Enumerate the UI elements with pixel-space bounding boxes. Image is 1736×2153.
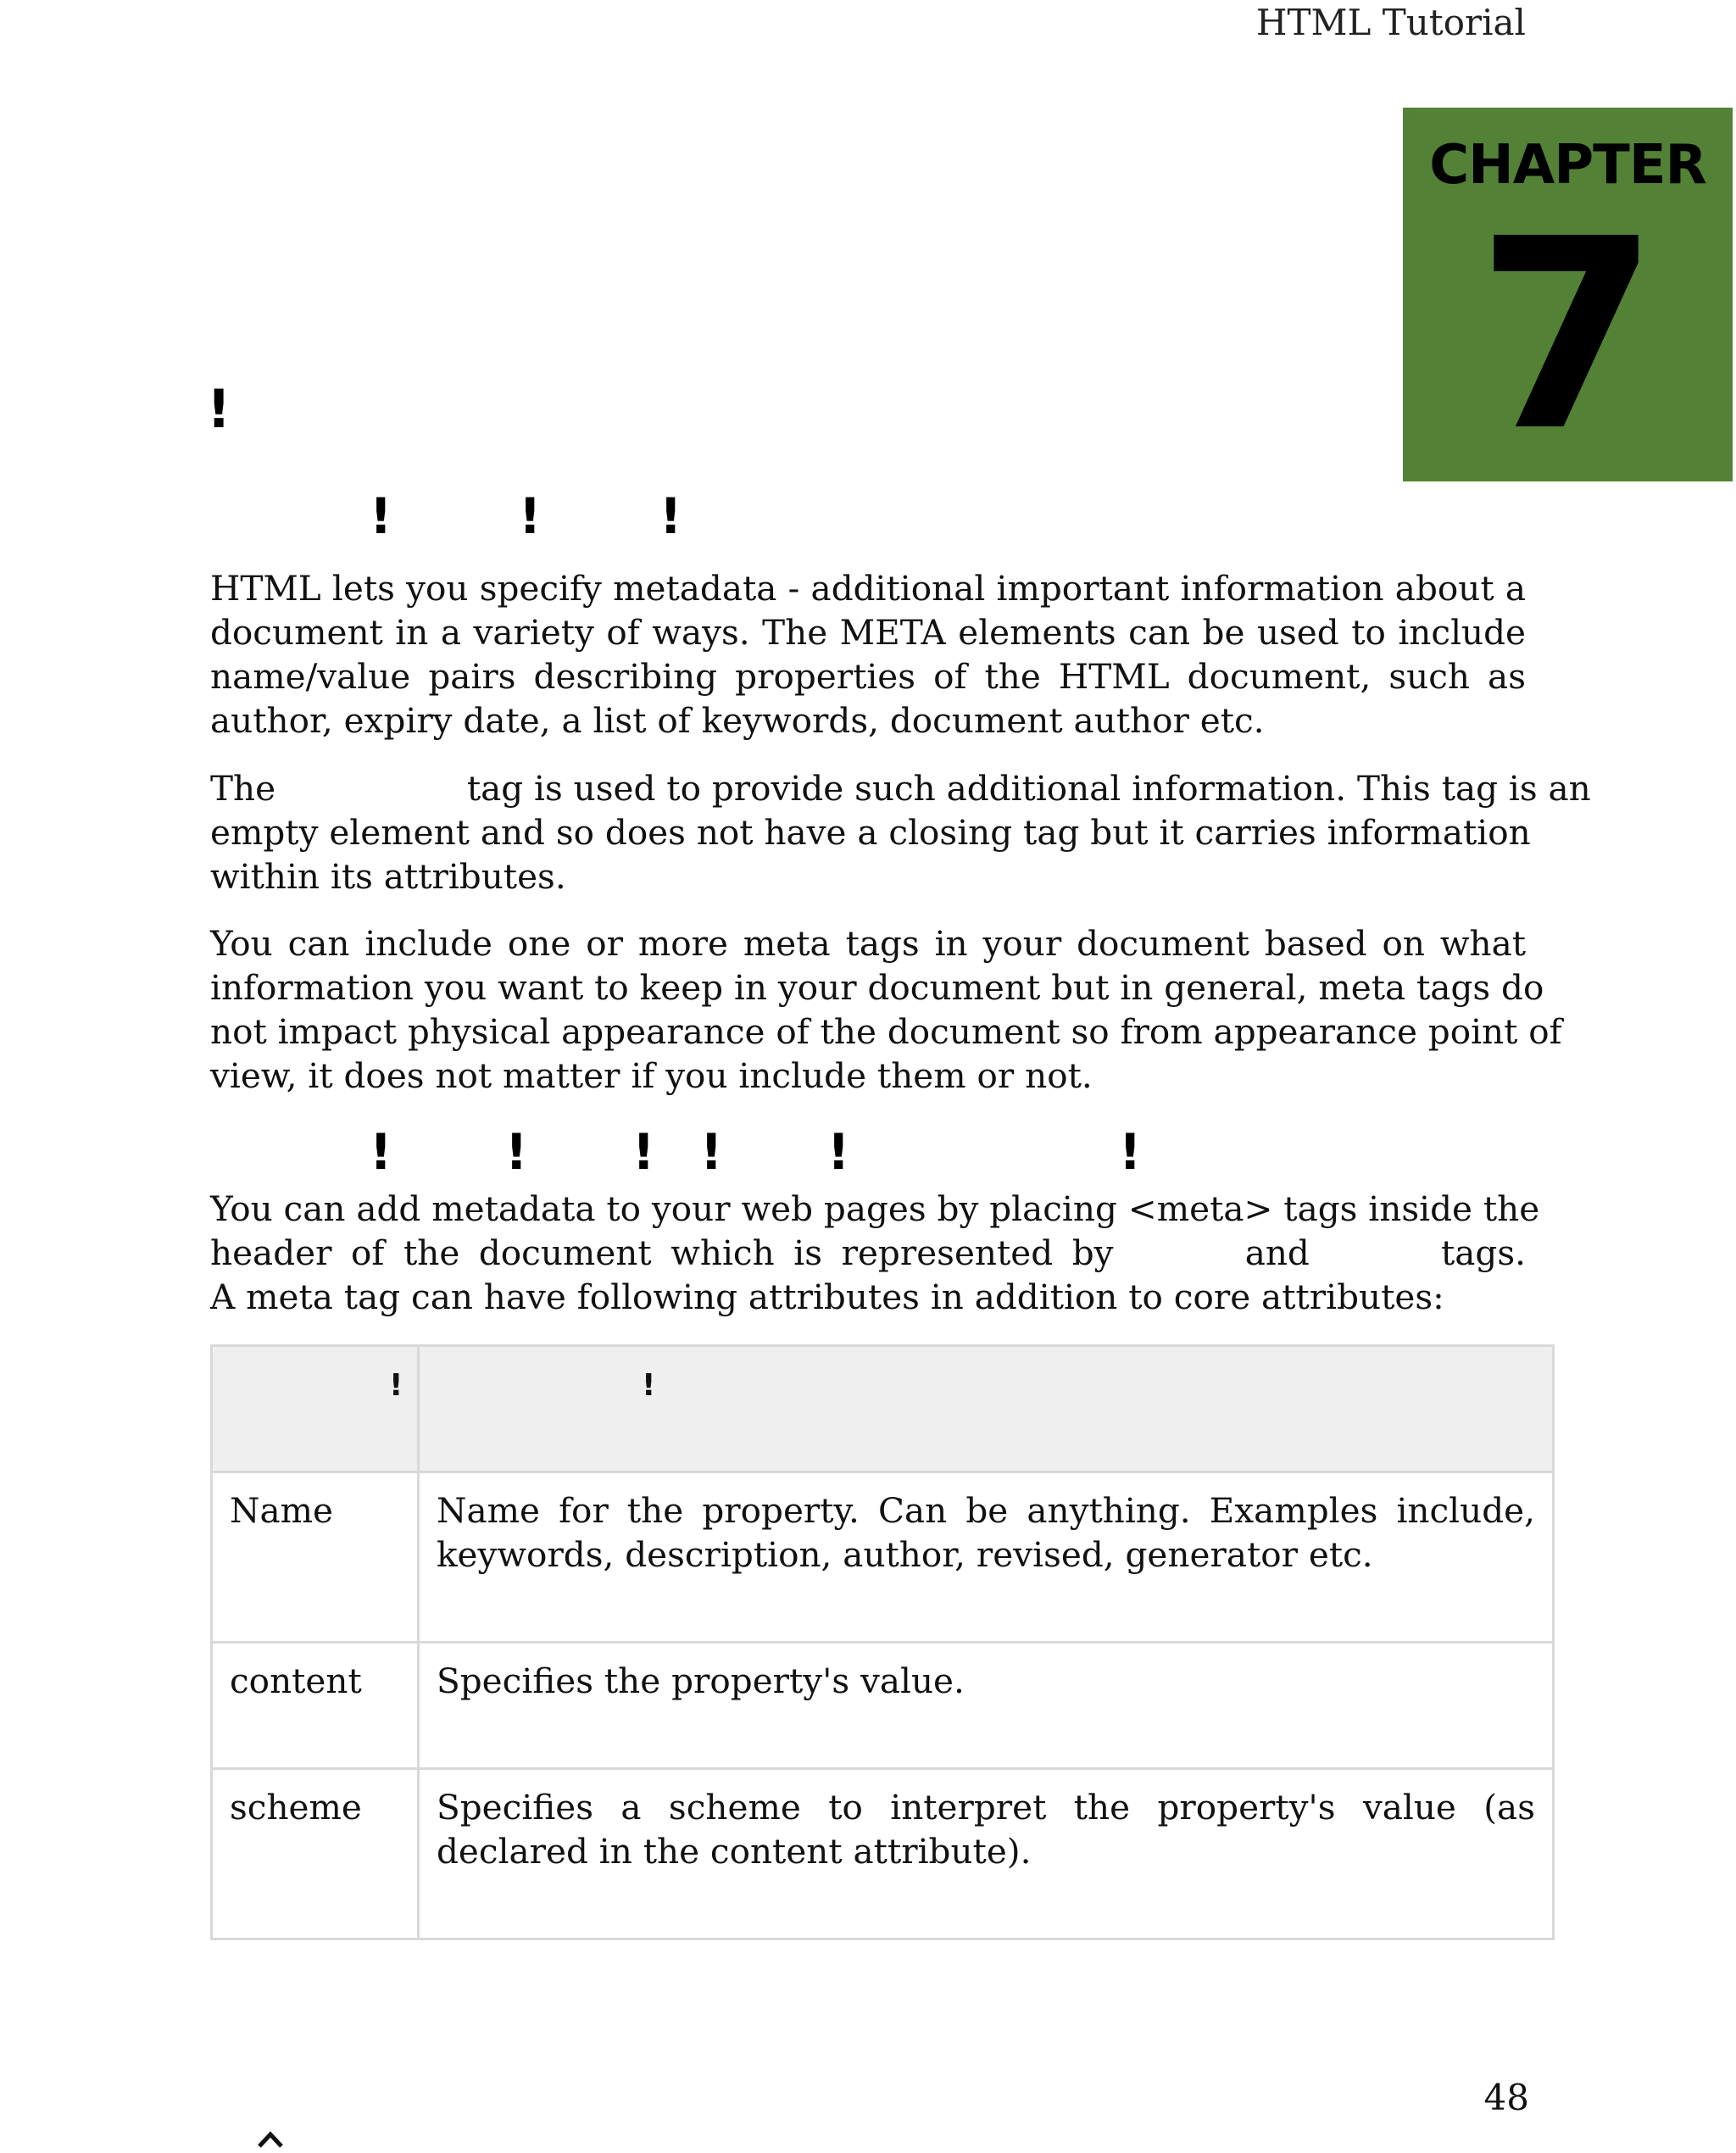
table-header-cell [419, 1346, 1554, 1472]
adding-metadata-paragraph [210, 1187, 1540, 1319]
section-heading-glyph: ! [659, 487, 682, 545]
page-number: 48 [1483, 2077, 1529, 2118]
section-heading-glyph: ! [370, 487, 392, 545]
caret-up-icon [256, 2124, 285, 2153]
meta-attributes-table [210, 1344, 1555, 1940]
attribute-cell: content [212, 1643, 419, 1769]
section-heading-glyph: ! [519, 487, 542, 545]
text-line: A meta tag can have following attributes in addition to core attributes: [210, 1277, 1444, 1317]
meta-usage-paragraph [210, 921, 1562, 1098]
chapter-label: CHAPTER [1429, 134, 1706, 197]
text-segment: and [1244, 1232, 1310, 1273]
intro-paragraph [210, 566, 1526, 743]
section-heading-glyph: ! [700, 1123, 723, 1181]
text-line: author, expiry date, a list of keywords, document author etc. [210, 700, 1265, 741]
attribute-cell: Name [212, 1472, 419, 1643]
section-heading-glyph: ! [632, 1123, 655, 1181]
text-line: view, it does not matter if you include them or not. [210, 1055, 1093, 1096]
text-line: empty element and so does not have a closing tag but it carries information [210, 812, 1531, 853]
text-segment: tags. [1441, 1232, 1527, 1273]
meta-tag-paragraph [210, 766, 1591, 898]
text-segment: header of the document which is represented by [210, 1232, 1114, 1273]
description-cell: Specifies the property's value. [419, 1643, 1554, 1769]
attribute-cell: scheme [212, 1769, 419, 1939]
table-header-cell [212, 1346, 419, 1472]
table-row [212, 1769, 1554, 1939]
text-line: not impact physical appearance of the document so from appearance point of [210, 1011, 1562, 1052]
table-row [212, 1643, 1554, 1769]
text-line: information you want to keep in your document but in general, meta tags do [210, 967, 1544, 1008]
chapter-number: 7 [1476, 183, 1660, 489]
text-segment: tag is used to provide such additional information. This tag is an [466, 768, 1591, 809]
text-line: You can add metadata to your web pages by placing <meta> tags inside the [210, 1188, 1540, 1229]
text-line: HTML lets you specify metadata - additional important information about a [210, 568, 1526, 609]
header-glyph: ! [642, 1368, 656, 1403]
text-line: within its attributes. [210, 856, 566, 897]
chapter-badge [1403, 108, 1733, 489]
table-header-row [212, 1346, 1554, 1472]
text-line [210, 1231, 1526, 1275]
text-line [210, 766, 1591, 810]
description-cell: Name for the property. Can be anything. Examples include, keywords, description, author, revised, generator etc. [419, 1472, 1554, 1643]
text-line: document in a variety of ways. The META elements can be used to include [210, 612, 1526, 653]
section-heading-glyph: ! [370, 1123, 392, 1181]
running-header-title: HTML Tutorial [1255, 2, 1526, 43]
header-glyph: ! [389, 1368, 403, 1403]
section-heading-glyph: ! [1119, 1123, 1142, 1181]
text-segment: The [210, 768, 276, 809]
section-heading-glyph: ! [827, 1123, 850, 1181]
section-heading-glyph: ! [505, 1123, 528, 1181]
table-row [212, 1472, 1554, 1643]
description-cell: Specifies a scheme to interpret the property's value (as declared in the content attribute). [419, 1769, 1554, 1939]
text-line: You can include one or more meta tags in your document based on what [210, 923, 1526, 964]
chapter-title-glyph: ! [207, 378, 231, 440]
text-line: name/value pairs describing properties of the HTML document, such as [210, 656, 1526, 697]
